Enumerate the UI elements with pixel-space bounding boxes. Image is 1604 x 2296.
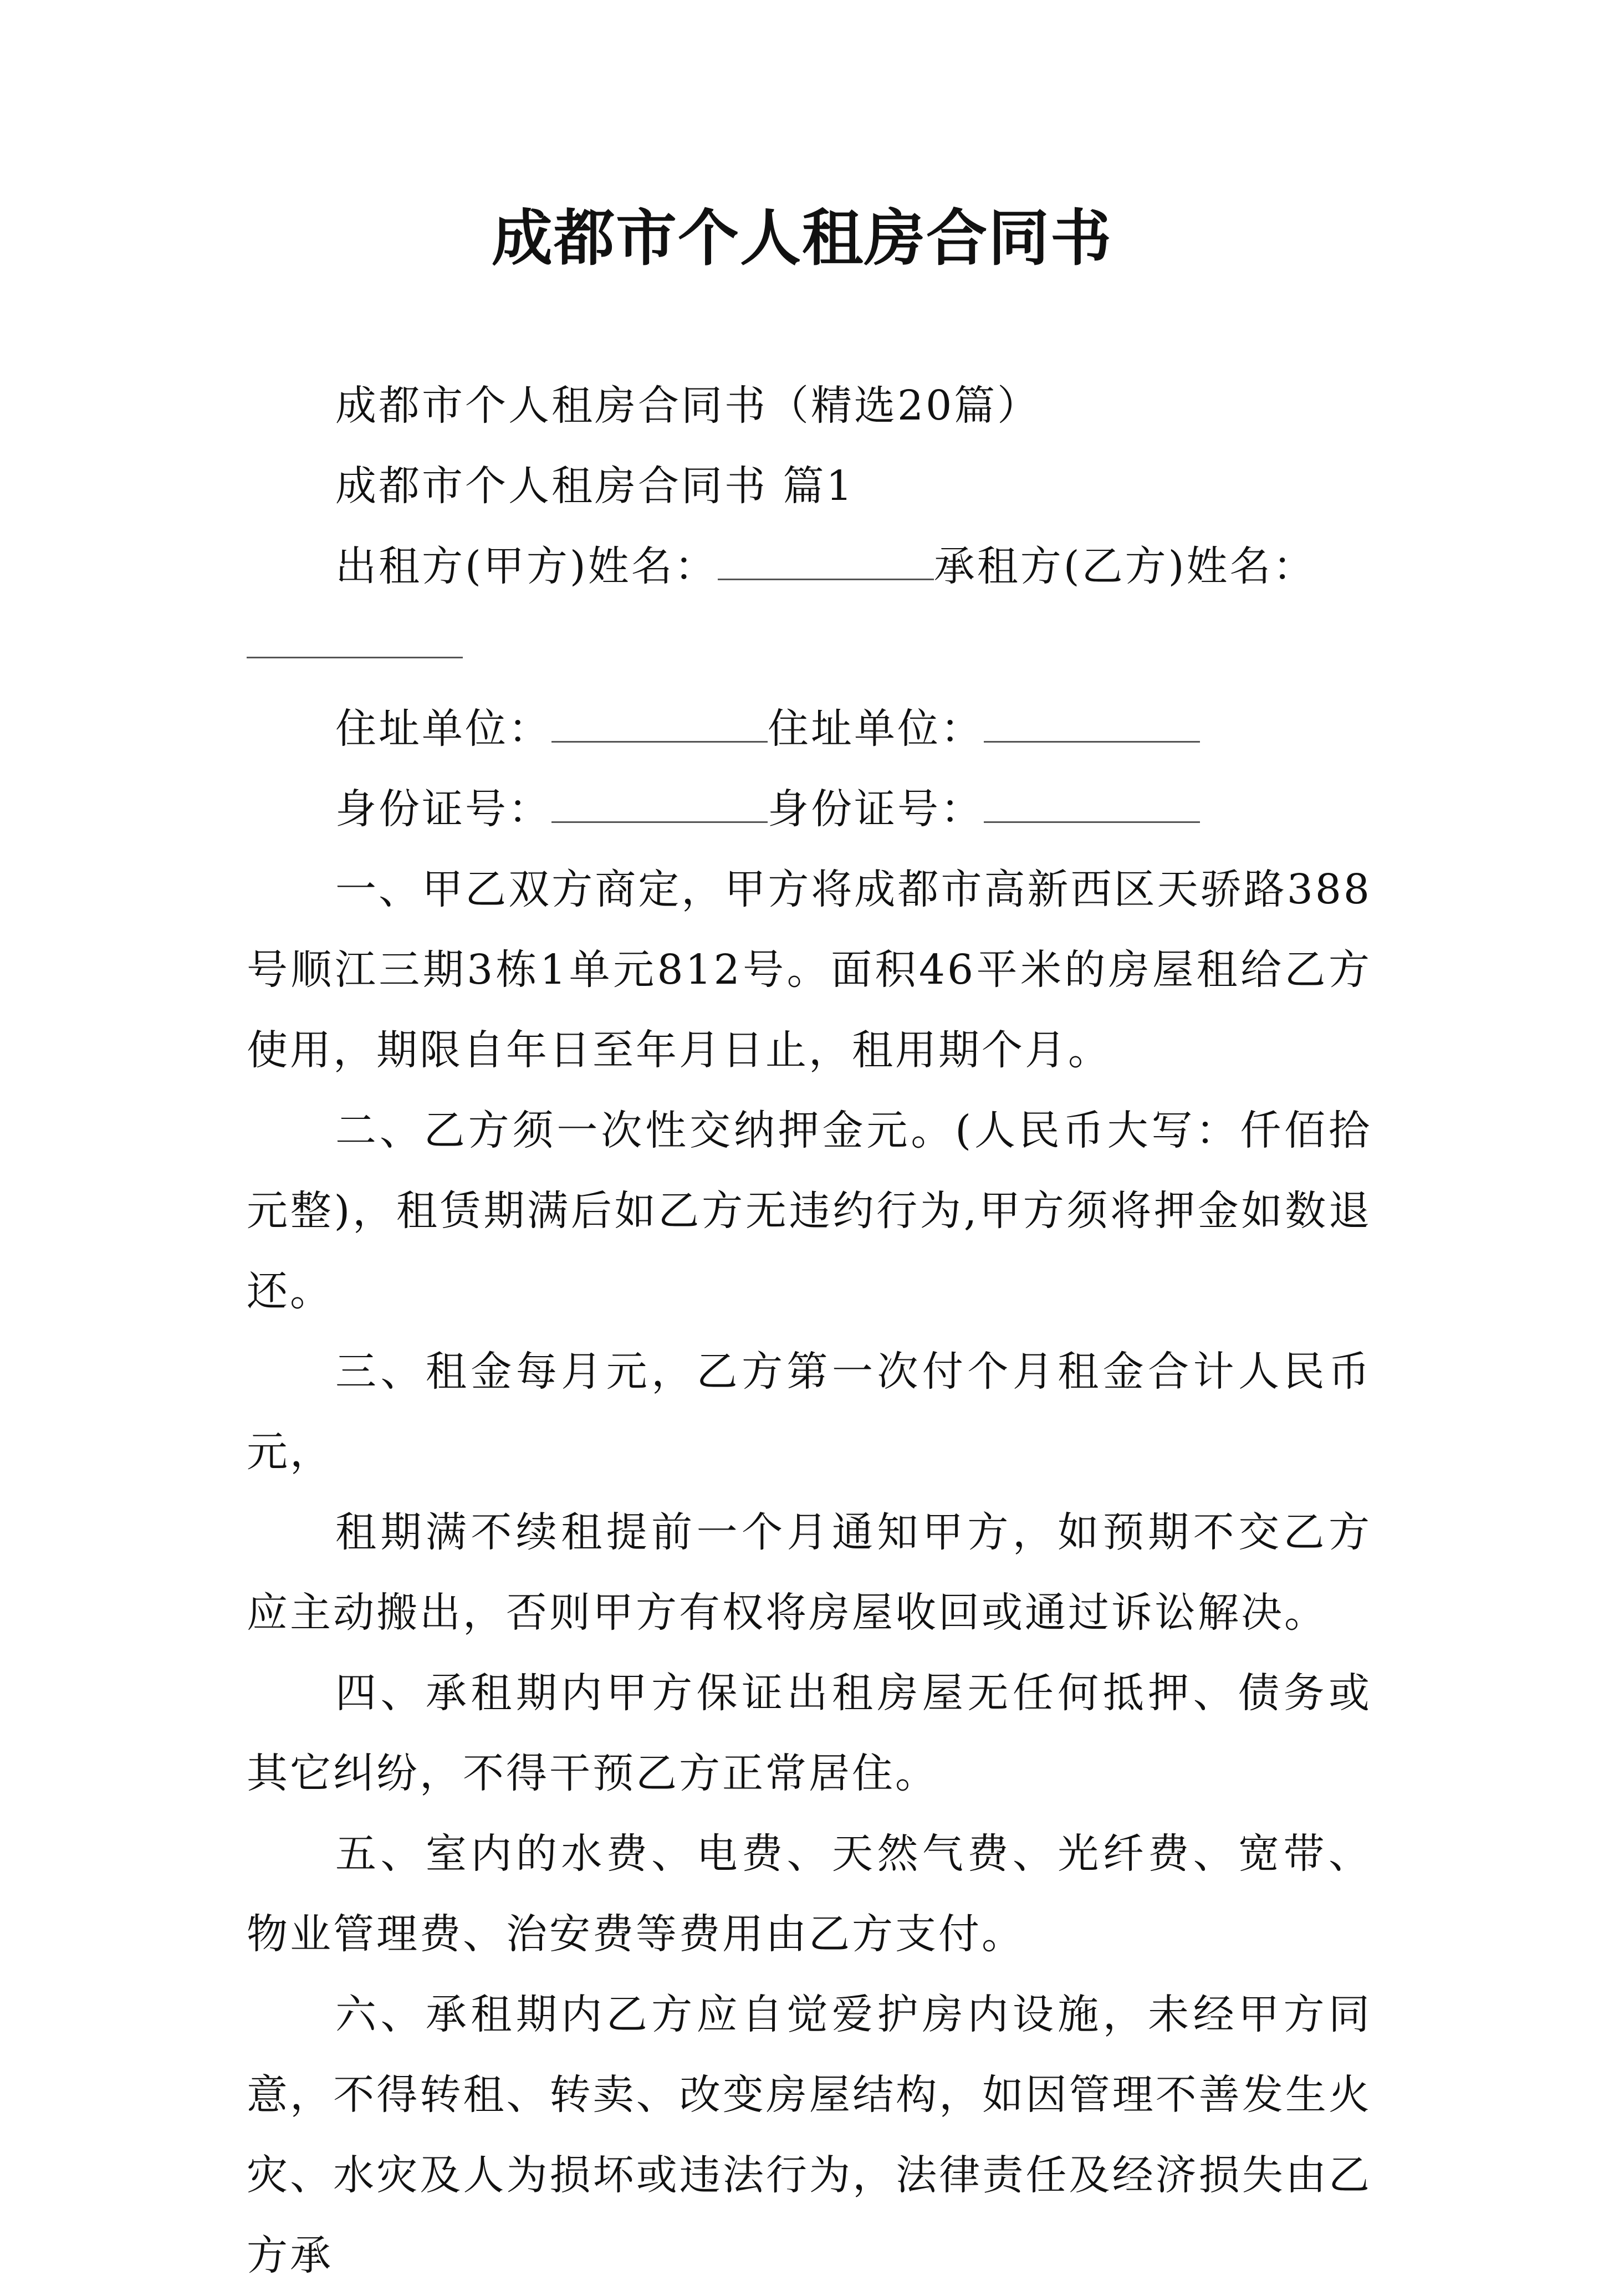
document-title: 成都市个人租房合同书 [492,202,1112,274]
lessee-id-blank[interactable] [984,783,1200,823]
clause-3-continued: 租期满不续租提前一个月通知甲方，如预期不交乙方应主动搬出，否则甲方有权将房屋收回或通过诉讼解决。 [247,1508,1372,1637]
lessor-address-blank[interactable] [551,702,768,743]
clause-1: 一、甲乙双方商定，甲方将成都市高新西区天骄路388号顺江三期3栋1单元812号。面积46平米的房屋租给乙方使用，期限自年日至年月日止，租用期个月。 [247,866,1372,1074]
clause-3: 三、租金每月元，乙方第一次付个月租金合计人民币元， [247,1348,1372,1476]
lessee-address-blank[interactable] [984,702,1200,743]
lessor-id-blank[interactable] [551,783,768,823]
address-line [247,689,1372,769]
party-names-line [247,526,1372,607]
lessee-name-blank[interactable] [247,607,463,658]
lessor-id-label: 身份证号： [335,785,551,833]
subtitle: 成都市个人租房合同书（精选20篇） [335,382,1041,429]
part-heading: 成都市个人租房合同书 篇1 [335,462,855,510]
lessor-name-blank[interactable] [718,540,934,580]
lessee-id-label: 身份证号： [768,785,984,833]
clause-4: 四、承租期内甲方保证出租房屋无任何抵押、债务或其它纠纷，不得干预乙方正常居住。 [247,1669,1372,1797]
clause-6: 六、承租期内乙方应自觉爱护房内设施，未经甲方同意，不得转租、转卖、改变房屋结构，如因管理不善发生火灾、水灾及人为损坏或违法行为，法律责任及经济损失由乙方承 [247,1991,1372,2279]
lessee-name-label: 承租方(乙方)姓名： [933,543,1316,590]
clause-2: 二、乙方须一次性交纳押金元。(人民币大写：仟佰拾元整)，租赁期满后如乙方无违约行为,甲方须将押金如数退还。 [247,1107,1372,1315]
lessor-address-label: 住址单位： [335,705,551,753]
document-body [247,366,1372,2296]
id-line [247,769,1372,850]
lessee-address-label: 住址单位： [768,705,984,753]
clause-5: 五、室内的水费、电费、天然气费、光纤费、宽带、物业管理费、治安费等费用由乙方支付。 [247,1830,1372,1958]
lessor-name-label: 出租方(甲方)姓名： [335,543,718,590]
